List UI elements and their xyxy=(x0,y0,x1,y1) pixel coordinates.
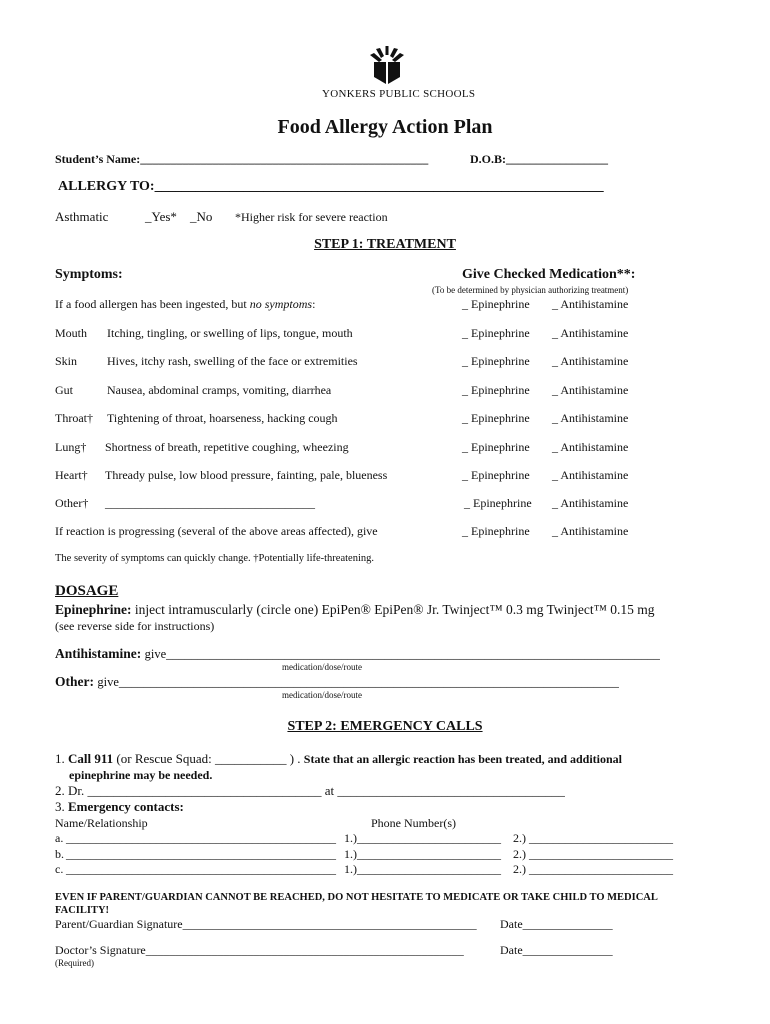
asthmatic-yes-option[interactable]: _Yes* xyxy=(145,209,177,224)
school-name: YONKERS PUBLIC SCHOOLS xyxy=(322,88,476,100)
antihistamine-option[interactable]: _ Antihistamine xyxy=(552,440,629,454)
epinephrine-dosage-text: inject intramuscularly (circle one) EpiPen® EpiPen® Jr. Twinject™ 0.3 mg Twinject™ 0.15 mg xyxy=(134,602,655,617)
no-symptoms-text xyxy=(55,297,315,312)
emergency-contacts-row xyxy=(55,799,184,815)
symptom-area: Skin xyxy=(55,354,78,368)
symptom-area: Mouth xyxy=(55,326,88,340)
dosage-heading: DOSAGE xyxy=(55,583,119,599)
symptom-desc: Shortness of breath, repetitive coughing, wheezing xyxy=(105,440,349,454)
contact-phone2-field[interactable]: 2.) ________________________ xyxy=(513,831,673,845)
antihistamine-option[interactable]: _ Antihistamine xyxy=(552,297,629,311)
dob-field[interactable]: _________________ xyxy=(506,152,608,166)
epinephrine-dosage-note: (see reverse side for instructions) xyxy=(55,619,215,633)
allergy-field[interactable]: __________________________________________________________________ xyxy=(154,179,604,194)
student-name-field[interactable]: ________________________________________________ xyxy=(140,152,429,166)
epinephrine-option[interactable]: _ Epinephrine xyxy=(462,440,530,454)
contact-name-field[interactable]: _____________________________________________ xyxy=(66,862,336,876)
step1-heading: STEP 1: TREATMENT xyxy=(314,237,456,252)
dob-label xyxy=(470,152,608,167)
antihistamine-option[interactable]: _ Antihistamine xyxy=(552,326,629,340)
asthmatic-no-option[interactable]: _No xyxy=(190,209,213,224)
doctor-row[interactable]: 2. Dr. ____________________________________ at ___________________________________ xyxy=(55,783,565,798)
school-logo-icon xyxy=(362,44,412,86)
contact-letter: b. xyxy=(55,847,64,861)
symptom-area: Gut xyxy=(55,383,73,397)
call-911-label: Call 911 xyxy=(68,751,114,766)
parent-date-field[interactable]: Date_______________ xyxy=(500,917,613,931)
rescue-squad-field[interactable]: (or Rescue Squad: ___________ ) . xyxy=(116,751,301,766)
no-symptoms-pre: If a food allergen has been ingested, but xyxy=(55,297,247,311)
symptom-area: Other† xyxy=(55,496,89,510)
antihistamine-option[interactable]: _ Antihistamine xyxy=(552,468,629,482)
no-symptoms-post: : xyxy=(312,297,316,311)
epinephrine-option[interactable]: _ Epinephrine xyxy=(462,411,530,425)
epinephrine-option[interactable]: _ Epinephrine xyxy=(462,383,530,397)
symptom-desc: Itching, tingling, or swelling of lips, tongue, mouth xyxy=(107,326,353,340)
call-911-instruction-cont: epinephrine may be needed. xyxy=(69,768,213,782)
contact-name-field[interactable]: _____________________________________________ xyxy=(66,831,336,845)
antihistamine-dosage-label: Antihistamine: xyxy=(55,646,142,661)
call-911-instruction: State that an allergic reaction has been treated, and additional xyxy=(303,752,623,766)
dob-label-text: D.O.B: xyxy=(470,152,506,166)
epinephrine-option[interactable]: _ Epinephrine xyxy=(464,496,532,510)
epinephrine-option[interactable]: _ Epinephrine xyxy=(462,354,530,368)
symptoms-heading: Symptoms: xyxy=(55,267,123,282)
call-911-row xyxy=(55,751,622,767)
antihistamine-option[interactable]: _ Antihistamine xyxy=(552,411,629,425)
medication-heading: Give Checked Medication**: xyxy=(462,267,636,282)
student-name-label xyxy=(55,152,428,167)
medication-note: (To be determined by physician authorizing treatment) xyxy=(432,285,629,295)
other-dosage-sublabel: medication/dose/route xyxy=(282,690,362,700)
other-dosage-row xyxy=(55,674,619,690)
symptom-other-field[interactable]: ___________________________________ xyxy=(105,496,315,510)
contact-name-field[interactable]: _____________________________________________ xyxy=(66,847,336,861)
required-note: (Required) xyxy=(55,958,94,968)
severity-note: The severity of symptoms can quickly change. †Potentially life-threatening. xyxy=(55,553,374,564)
contact-phone1-field[interactable]: 1.)________________________ xyxy=(344,847,501,861)
asthmatic-note: *Higher risk for severe reaction xyxy=(235,210,388,224)
symptom-area: Lung† xyxy=(55,440,87,454)
epinephrine-dosage-row xyxy=(55,602,655,618)
epinephrine-option[interactable]: _ Epinephrine xyxy=(462,468,530,482)
antihistamine-option[interactable]: _ Antihistamine xyxy=(552,383,629,397)
contact-phone2-field[interactable]: 2.) ________________________ xyxy=(513,862,673,876)
contact-phone1-field[interactable]: 1.)________________________ xyxy=(344,862,501,876)
name-relationship-header: Name/Relationship xyxy=(55,816,148,830)
phone-numbers-header: Phone Number(s) xyxy=(371,816,456,830)
emergency-contacts-number: 3. xyxy=(55,799,65,814)
symptom-desc: Hives, itchy rash, swelling of the face or extremities xyxy=(107,354,358,368)
epinephrine-option[interactable]: _ Epinephrine xyxy=(462,326,530,340)
no-symptoms-em: no symptoms xyxy=(249,297,313,311)
warning-text: EVEN IF PARENT/GUARDIAN CANNOT BE REACHED, DO NOT HESITATE TO MEDICATE OR TAKE CHILD TO MEDICAL FACILITY! xyxy=(55,892,658,916)
antihistamine-dosage-sublabel: medication/dose/route xyxy=(282,662,362,672)
progressing-text: If reaction is progressing (several of the above areas affected), give xyxy=(55,524,378,538)
contact-phone2-field[interactable]: 2.) ________________________ xyxy=(513,847,673,861)
page-title: Food Allergy Action Plan xyxy=(277,116,493,138)
step2-heading: STEP 2: EMERGENCY CALLS xyxy=(287,719,483,734)
antihistamine-dosage-row xyxy=(55,646,660,662)
doctor-date-field[interactable]: Date_______________ xyxy=(500,943,613,957)
call-911-number: 1. xyxy=(55,751,65,766)
symptom-area: Heart† xyxy=(55,468,88,482)
symptom-area: Throat† xyxy=(55,411,93,425)
antihistamine-option[interactable]: _ Antihistamine xyxy=(552,354,629,368)
contact-letter: c. xyxy=(55,862,64,876)
contact-phone1-field[interactable]: 1.)________________________ xyxy=(344,831,501,845)
epinephrine-dosage-label: Epinephrine: xyxy=(55,602,132,617)
antihistamine-option[interactable]: _ Antihistamine xyxy=(552,524,629,538)
contact-letter: a. xyxy=(55,831,64,845)
antihistamine-dosage-field[interactable]: give_______________________________________________________________________________ xyxy=(144,647,660,661)
doctor-signature-field[interactable]: Doctor’s Signature_____________________________________________________ xyxy=(55,943,464,957)
asthmatic-label: Asthmatic xyxy=(55,209,109,224)
emergency-contacts-label: Emergency contacts: xyxy=(68,799,184,814)
symptom-desc: Tightening of throat, hoarseness, hacking cough xyxy=(107,411,338,425)
epinephrine-option[interactable]: _ Epinephrine xyxy=(462,297,530,311)
allergy-label: ALLERGY TO: xyxy=(58,179,155,194)
student-name-label-text: Student’s Name: xyxy=(55,152,141,166)
parent-signature-field[interactable]: Parent/Guardian Signature_________________________________________________ xyxy=(55,917,477,931)
other-dosage-label: Other: xyxy=(55,674,94,689)
symptom-desc: Nausea, abdominal cramps, vomiting, diarrhea xyxy=(107,383,332,397)
epinephrine-option[interactable]: _ Epinephrine xyxy=(462,524,530,538)
other-dosage-field[interactable]: give________________________________________________________________________________ xyxy=(97,675,619,689)
symptom-desc: Thready pulse, low blood pressure, fainting, pale, blueness xyxy=(105,468,388,482)
antihistamine-option[interactable]: _ Antihistamine xyxy=(552,496,629,510)
allergy-row xyxy=(58,179,603,195)
school-logo xyxy=(362,44,412,86)
